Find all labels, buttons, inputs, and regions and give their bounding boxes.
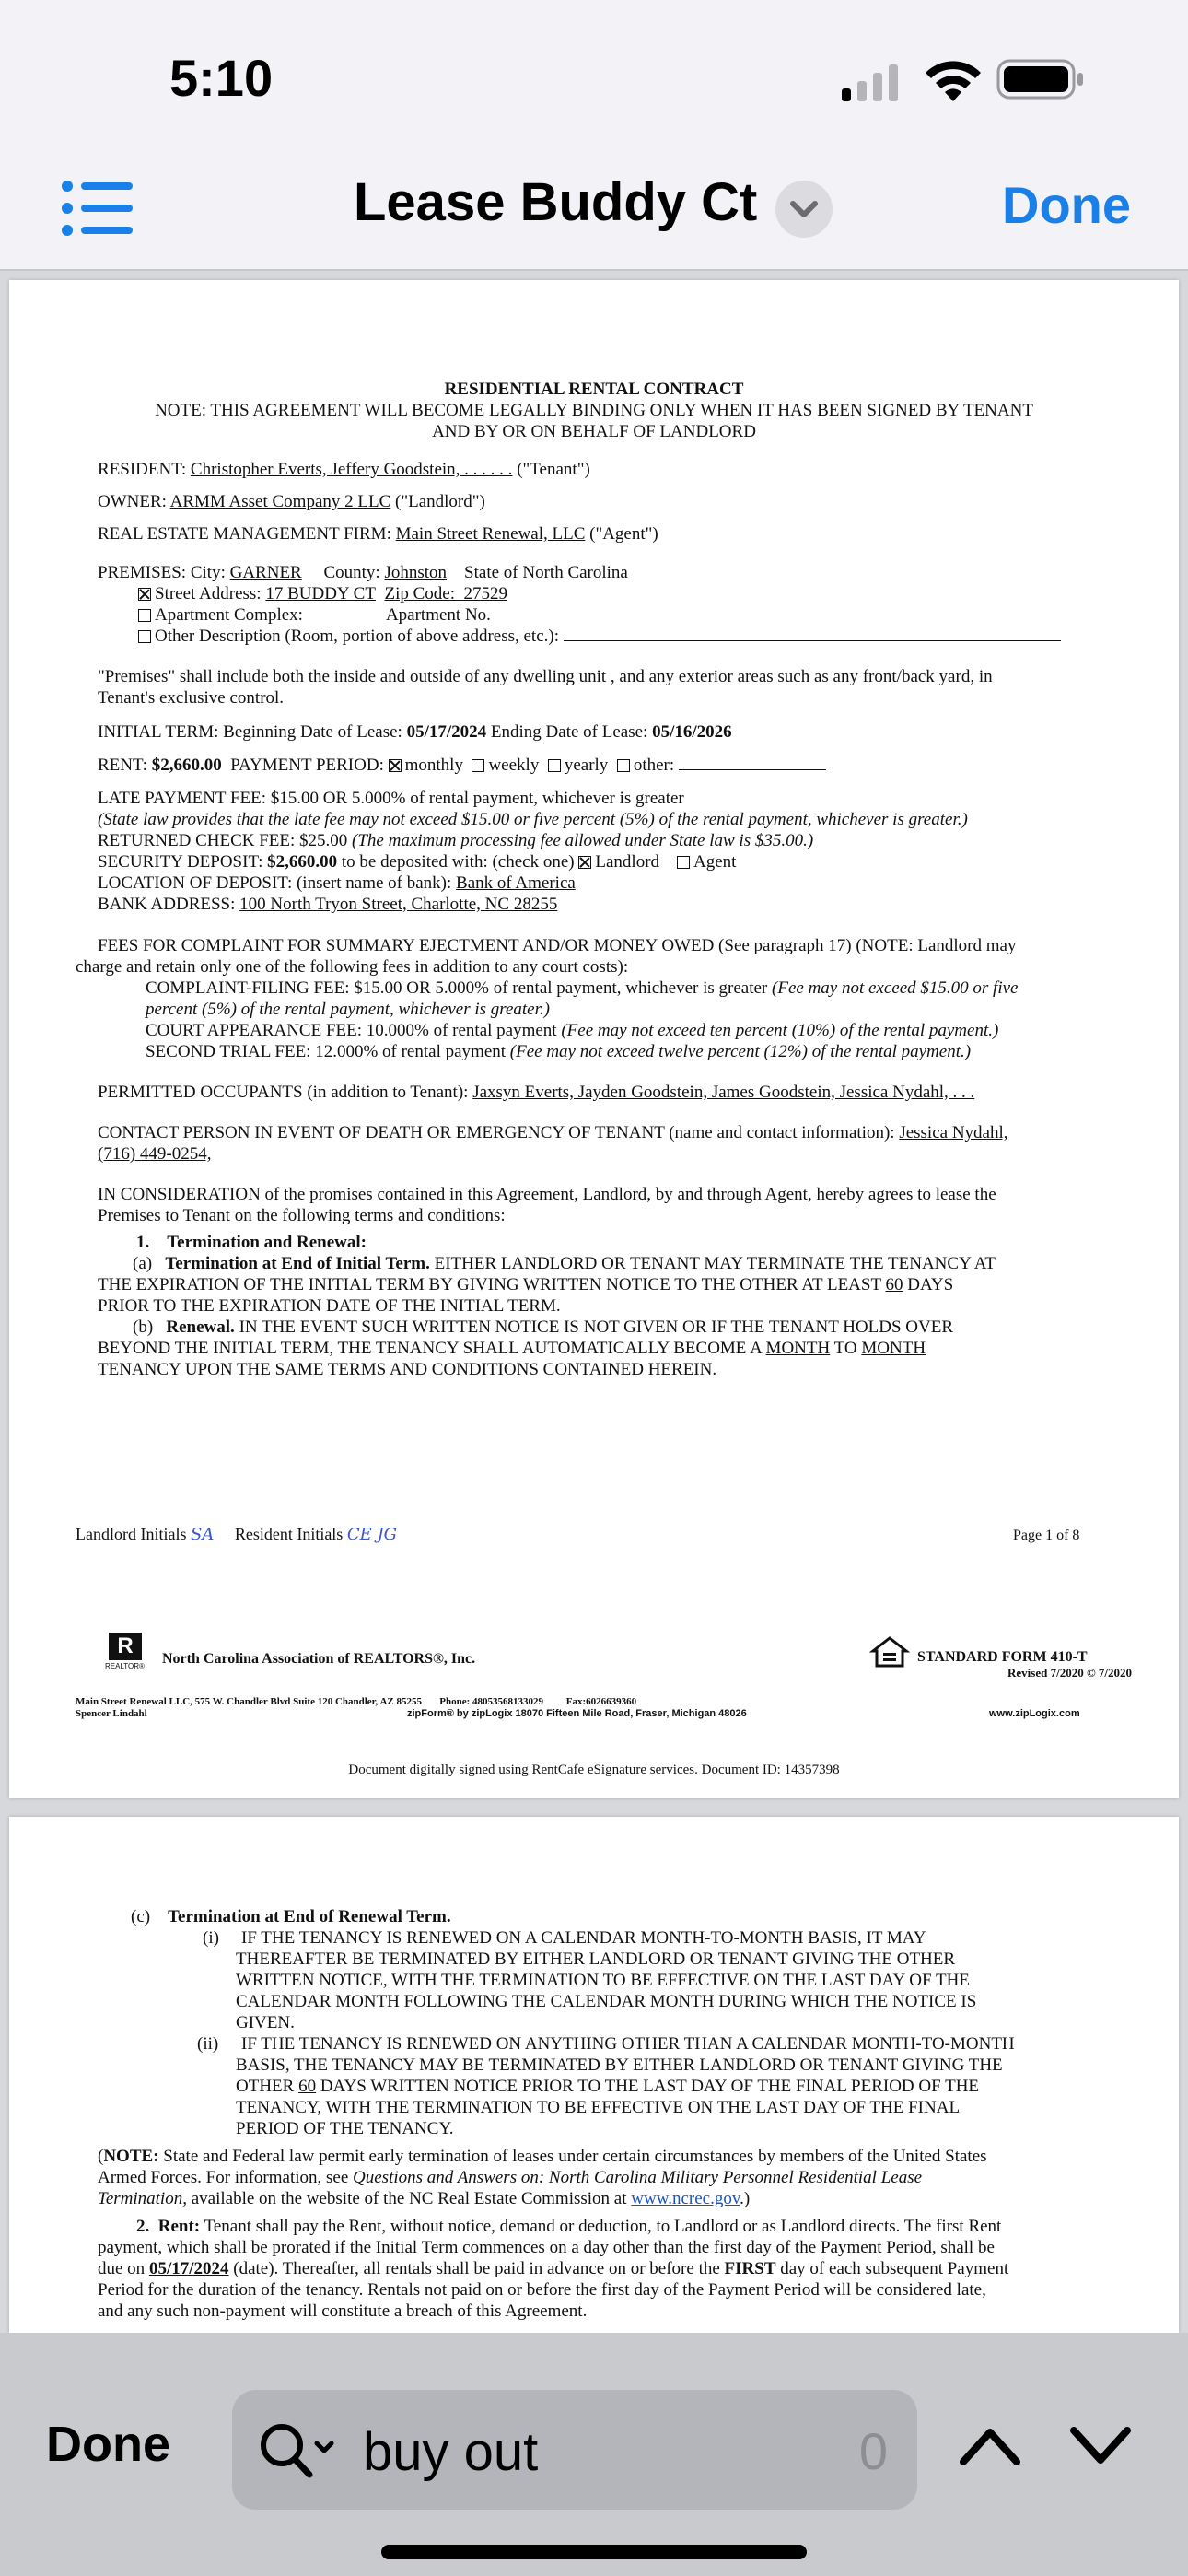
battery-icon (996, 57, 1085, 101)
deposit-location-line: LOCATION OF DEPOSIT: (insert name of bank): Bank of America (98, 873, 576, 893)
search-icon[interactable] (258, 2421, 337, 2480)
rent-section-line: due on 05/17/2024 (date). Thereafter, all rentals shall be paid in advance on or before the FIRST day of each subsequent Payment (98, 2259, 1009, 2278)
footer-address: Main Street Renewal LLC, 575 W. Chandler Blvd Suite 120 Chandler, AZ 85255 Phone: 4805356813302​9 Fax:6026639360 (76, 1696, 637, 1707)
returned-check-line: RETURNED CHECK FEE: $25.00 (The maximum processing fee allowed under State law is $35.00.) (98, 831, 814, 850)
form-revised: Revised 7/2020 © 7/2020 (1007, 1666, 1133, 1680)
list-icon[interactable] (61, 179, 134, 238)
court-fee-line: COURT APPEARANCE FEE: 10.000% of rental payment (Fee may not exceed ten percent (10%) of the rental payment.) (146, 1021, 999, 1040)
chevron-down-icon[interactable] (1068, 2421, 1133, 2469)
contact-phone: (716) 449-0254, (98, 1144, 212, 1164)
chevron-down-icon (775, 181, 833, 238)
checkbox (138, 630, 151, 643)
rent-section-line: 2. Rent: Tenant shall pay the Rent, without notice, demand or deduction, to Landlord or as Landlord directs. The first Rent (136, 2217, 1002, 2236)
occupants-line: PERMITTED OCCUPANTS (in addition to Tenant): Jaxsyn Everts, Jayden Goodstein, James Goodstein, Jessica Nydahl, . . . (98, 1083, 975, 1102)
navigation-bar (0, 157, 1188, 271)
military-note: Termination, available on the website of the NC Real Estate Commission at www.ncrec.gov.) (98, 2189, 751, 2208)
association-name: North Carolina Association of REALTORS®, Inc. (162, 1651, 476, 1667)
standard-form-name: STANDARD FORM 410-T (917, 1649, 1088, 1665)
item-i-line: WRITTEN NOTICE, WITH THE TERMINATION TO BE EFFECTIVE ON THE LAST DAY OF THE (236, 1971, 970, 1990)
find-search-field[interactable] (232, 2390, 917, 2510)
firm-value: Main Street Renewal, LLC (395, 524, 586, 544)
section-1c-heading: (c) Termination at End of Renewal Term. (131, 1907, 451, 1926)
title-menu-button[interactable] (775, 181, 833, 238)
ziplogix-site: www.zipLogix.com (989, 1708, 1080, 1719)
item-ii-label: (ii) (197, 2034, 219, 2054)
landlord-initials: SA (190, 1525, 215, 1544)
item-ii-line: BASIS, THE TENANCY MAY BE TERMINATED BY EITHER LANDLORD OR TENANT GIVING THE (236, 2055, 1003, 2075)
other-description-line: Other Description (Room, portion of above address, etc.): (138, 626, 1061, 647)
equal-housing-icon (869, 1636, 910, 1671)
item-i-line: CALENDAR MONTH FOLLOWING THE CALENDAR MONTH DURING WHICH THE NOTICE IS (236, 1992, 977, 2011)
item-i-line: THEREAFTER BE TERMINATED BY EITHER LANDLORD OR TENANT GIVING THE OTHER (236, 1950, 956, 1969)
document-page-1: RESIDENTIAL RENTAL CONTRACT NOTE: THIS AGREEMENT WILL BECOME LEGALLY BINDING ONLY WHEN IT HAS BEEN SIGNED BY TENANT AND BY OR ON BEHALF OF LANDLORD RESIDENT: Christopher Everts, Jeffery Goodstein, . . . . . . ("Tenant") OWNER: ARMM Asset Company 2 LLC ("Landlord") REAL ESTATE MANAGEMENT FIRM: Main Street Renewal, LLC ("Agent") PREMISES: City: GARNER County: Johnston State of North Carolina Street Address: 17 BUDDY CT Zip Code: 27529 Apartment Complex: Apartment No. Other Description (Room, portion of above address, etc.): "Premises" shall include both the inside and outside of any dwelling unit , and any exterior areas such as any front/back yard, in Tenant's exclusive control. INITIAL TERM: Beginning Date of Lease: 05/17/2024 Ending Date of Lease: 05/16/2026 RENT: $2,660.00 PAYMENT PERIOD: monthly weekly yearly other: LATE PAYMENT FEE: $15.00 OR 5.000% of rental payment, whichever is greater (State law provides that the late fee may not exceed $15.00 or five percent (5%) of the rental payment, whichever is greater.) RETURNED CHECK FEE: $25.00 (The maximum processing fee allowed under State law is $35.00.) SECURITY DEPOSIT: $2,660.00 to be deposited with: (check one) Landlord Agent LOCATION OF DEPOSIT: (insert name of bank): Bank of America BANK ADDRESS: 100 North Tryon Street, Charlotte, NC 28255 FEES FOR COMPLAINT FOR SUMMARY EJECTMENT AND/OR MONEY OWED (See paragraph 17) (NOTE: Landlord may charge and retain only one of the following fees in addition to any court costs): COMPLAINT-FILING FEE: $15.00 OR 5.000% of rental payment, whichever is greater (Fee may not exceed $15.00 or five percent (5%) of the rental payment, whichever is greater.) COURT APPEARANCE FEE: 10.000% of rental payment (Fee may not exceed ten percent (10%) of the rental payment.) SECOND TRIAL FEE: 12.000% of rental payment (Fee may not exceed twelve percent (12%) of the rental payment.) PERMITTED OCCUPANTS (in addition to Tenant): Jaxsyn Everts, Jayden Goodstein, James Goodstein, Jessica Nydahl, . . . CONTACT PERSON IN EVENT OF DEATH OR EMERGENCY OF TENANT (name and contact information): Jessica Nydahl, (716) 449-0254, IN CONSIDERATION of the promises contained in this Agreement, Landlord, by and through Agent, hereby agrees to lease the Premises to Tenant on the following terms and conditions: 1. Termination and Renewal: (a) Termination at End of Initial Term. EITHER LANDLORD OR TENANT MAY TERMINATE THE TENANCY AT THE EXPIRATION OF THE INITIAL TERM BY GIVING WRITTEN NOTICE TO THE OTHER AT LEAST 60 DAYS PRIOR TO THE EXPIRATION DATE OF THE INITIAL TERM. (b) Renewal. IN THE EVENT SUCH WRITTEN NOTICE IS NOT GIVEN OR IF THE TENANT HOLDS OVER BEYOND THE INITIAL TERM, THE TENANCY SHALL AUTOMATICALLY BECOME A MONTH TO MONTH TENANCY UPON THE SAME TERMS AND CONDITIONS CONTAINED HEREIN. Landlord Initials SA Resident Initials CE JG Page 1 of 8 R REALTOR® North Carolina Association of REALTORS®, Inc. STANDARD FORM 410-T Revised 7/2020 © 7/2020 Main Street Renewal LLC, 575 W. Chandler Blvd Suite 120 Chandler, AZ 85255 Phone: 4805356813302​9 Fax:6026639360 Spencer Lindahl zipForm® by zipLogix 18070 Fifteen Mile Road, Fraser, Michigan 48026 www.zipLogix.com Document digitally signed using RentCafe eSignature services. Document ID: 14357398 (9, 280, 1179, 1798)
checkbox-checked (138, 588, 151, 601)
fees-heading: FEES FOR COMPLAINT FOR SUMMARY EJECTMENT AND/OR MONEY OWED (See paragraph 17) (NOTE: Landlord may (98, 936, 1017, 955)
contract-title: RESIDENTIAL RENTAL CONTRACT (444, 380, 744, 399)
item-ii-line: IF THE TENANCY IS RENEWED ON ANYTHING OTHER THAN A CALENDAR MONTH-TO-MONTH (241, 2034, 1015, 2054)
item-i-line: GIVEN. (236, 2013, 295, 2032)
owner-line: OWNER: ARMM Asset Company 2 LLC ("Landlord") (98, 492, 485, 511)
apartment-line: Apartment Complex: Apartment No. (138, 605, 491, 626)
rent-section-line: Period for the duration of the tenancy. Rentals not paid on or before the first day of the Payment Period will be considered late, (98, 2280, 986, 2300)
match-count: 0 (858, 2422, 888, 2480)
premises-definition: Tenant's exclusive control. (98, 688, 285, 708)
resident-initials: CE JG (346, 1525, 398, 1544)
resident-value: Christopher Everts, Jeffery Goodstein, . . . . . . (190, 460, 513, 479)
complaint-fee-line: COMPLAINT-FILING FEE: $15.00 OR 5.000% of rental payment, whichever is greater (Fee may not exceed $15.00 or five (146, 978, 1019, 998)
military-note: Armed Forces. For information, see Questions and Answers on: North Carolina Military Personnel Residential Lease (98, 2168, 923, 2187)
note-line: AND BY OR ON BEHALF OF LANDLORD (432, 422, 756, 441)
footer-name: Spencer Lindahl (76, 1708, 147, 1719)
chevron-up-icon[interactable] (958, 2421, 1022, 2469)
street-address-line: Street Address: 17 BUDDY CT Zip Code: 27529 (138, 584, 507, 604)
item-i-label: (i) (203, 1928, 219, 1948)
document-page-2 (9, 1817, 1179, 2333)
item-ii-line: PERIOD OF THE TENANCY. (236, 2119, 454, 2138)
section-1a-line: PRIOR TO THE EXPIRATION DATE OF THE INITIAL TERM. (98, 1296, 561, 1316)
done-button[interactable]: Done (1002, 176, 1131, 234)
checkbox (138, 609, 151, 622)
realtor-logo: R (109, 1633, 142, 1660)
second-trial-fee-line: SECOND TRIAL FEE: 12.000% of rental payment (Fee may not exceed twelve percent (12%) of the rental payment.) (146, 1042, 972, 1061)
initial-term-line: INITIAL TERM: Beginning Date of Lease: 05/17/2024 Ending Date of Lease: 05/16/2026 (98, 722, 732, 742)
find-bar (0, 2333, 1188, 2576)
section-1b-line: BEYOND THE INITIAL TERM, THE TENANCY SHALL AUTOMATICALLY BECOME A MONTH TO MONTH (98, 1339, 926, 1358)
item-ii-line: OTHER 60 DAYS WRITTEN NOTICE PRIOR TO THE LAST DAY OF THE FINAL PERIOD OF THE (236, 2077, 980, 2096)
premises-line: PREMISES: City: GARNER County: Johnston State of North Carolina (98, 563, 628, 582)
section-1a-line: (a) Termination at End of Initial Term. EITHER LANDLORD OR TENANT MAY TERMINATE THE TENANCY AT (133, 1254, 996, 1273)
late-fee-note: (State law provides that the late fee may not exceed $15.00 or five percent (5%) of the rental payment, whichever is greater.) (98, 810, 968, 829)
resident-line: RESIDENT: Christopher Everts, Jeffery Goodstein, . . . . . . ("Tenant") (98, 460, 590, 479)
find-query[interactable]: buy out (363, 2422, 539, 2482)
premises-definition: "Premises" shall include both the inside and outside of any dwelling unit , and any exterior areas such as any front/back yard, in (98, 667, 993, 686)
section-1a-line: THE EXPIRATION OF THE INITIAL TERM BY GIVING WRITTEN NOTICE TO THE OTHER AT LEAST 60 DAYS (98, 1275, 954, 1294)
esignature-notice: Document digitally signed using RentCafe eSignature services. Document ID: 14357398 (348, 1762, 840, 1777)
management-firm-line: REAL ESTATE MANAGEMENT FIRM: Main Street Renewal, LLC ("Agent") (98, 524, 658, 544)
rent-section-line: and any such non-payment will constitute a breach of this Agreement. (98, 2301, 588, 2321)
fees-heading: charge and retain only one of the following fees in addition to any court costs): (76, 957, 629, 977)
security-deposit-line: SECURITY DEPOSIT: $2,660.00 to be deposited with: (check one) Landlord Agent (98, 852, 737, 872)
complaint-fee-note: percent (5%) of the rental payment, whichever is greater.) (146, 1000, 550, 1019)
find-done-button[interactable]: Done (46, 2417, 170, 2472)
section-1b-line: (b) Renewal. IN THE EVENT SUCH WRITTEN NOTICE IS NOT GIVEN OR IF THE TENANT HOLDS OVER (133, 1317, 954, 1337)
item-i-line: IF THE TENANCY IS RENEWED ON A CALENDAR MONTH-TO-MONTH BASIS, IT MAY (241, 1928, 926, 1948)
initials-line: Landlord Initials SA Resident Initials CE JG (76, 1525, 398, 1544)
item-ii-line: TENANCY, WITH THE TERMINATION TO BE EFFECTIVE ON THE LAST DAY OF THE FINAL (236, 2098, 961, 2117)
status-bar (0, 0, 1188, 157)
ncrec-link[interactable]: www.ncrec.gov (631, 2189, 740, 2208)
zipform-credit: zipForm® by zipLogix 18070 Fifteen Mile Road, Fraser, Michigan 48026 (407, 1708, 747, 1719)
home-indicator[interactable] (381, 2545, 807, 2559)
late-fee-line: LATE PAYMENT FEE: $15.00 OR 5.000% of rental payment, whichever is greater (98, 789, 684, 808)
contact-line: CONTACT PERSON IN EVENT OF DEATH OR EMERGENCY OF TENANT (name and contact information): Jessica Nydahl, (98, 1123, 1008, 1142)
document-title[interactable]: Lease Buddy Ct (354, 172, 758, 232)
page-number: Page 1 of 8 (1013, 1528, 1080, 1543)
consideration-line: Premises to Tenant on the following terms and conditions: (98, 1206, 506, 1225)
owner-value: ARMM Asset Company 2 LLC (169, 492, 391, 511)
rent-section-line: payment, which shall be prorated if the Initial Term commences on a day other than the first day of the Payment Period, shall be (98, 2238, 995, 2257)
section-1b-line: TENANCY UPON THE SAME TERMS AND CONDITIONS CONTAINED HEREIN. (98, 1360, 717, 1379)
bank-address-line: BANK ADDRESS: 100 North Tryon Street, Charlotte, NC 28255 (98, 895, 558, 914)
consideration-line: IN CONSIDERATION of the promises contained in this Agreement, Landlord, by and through Agent, hereby agrees to lease the (98, 1185, 996, 1204)
section-1-heading: 1. Termination and Renewal: (136, 1233, 367, 1252)
status-time: 5:10 (169, 49, 274, 107)
military-note: (NOTE: State and Federal law permit early termination of leases under certain circumstances by members of the United States (98, 2147, 987, 2166)
rent-line: RENT: $2,660.00 PAYMENT PERIOD: monthly weekly yearly other: (98, 755, 826, 776)
note-line: NOTE: THIS AGREEMENT WILL BECOME LEGALLY BINDING ONLY WHEN IT HAS BEEN SIGNED BY TENANT (155, 401, 1033, 420)
cellular-signal-icon (842, 64, 901, 101)
wifi-icon (921, 57, 985, 103)
